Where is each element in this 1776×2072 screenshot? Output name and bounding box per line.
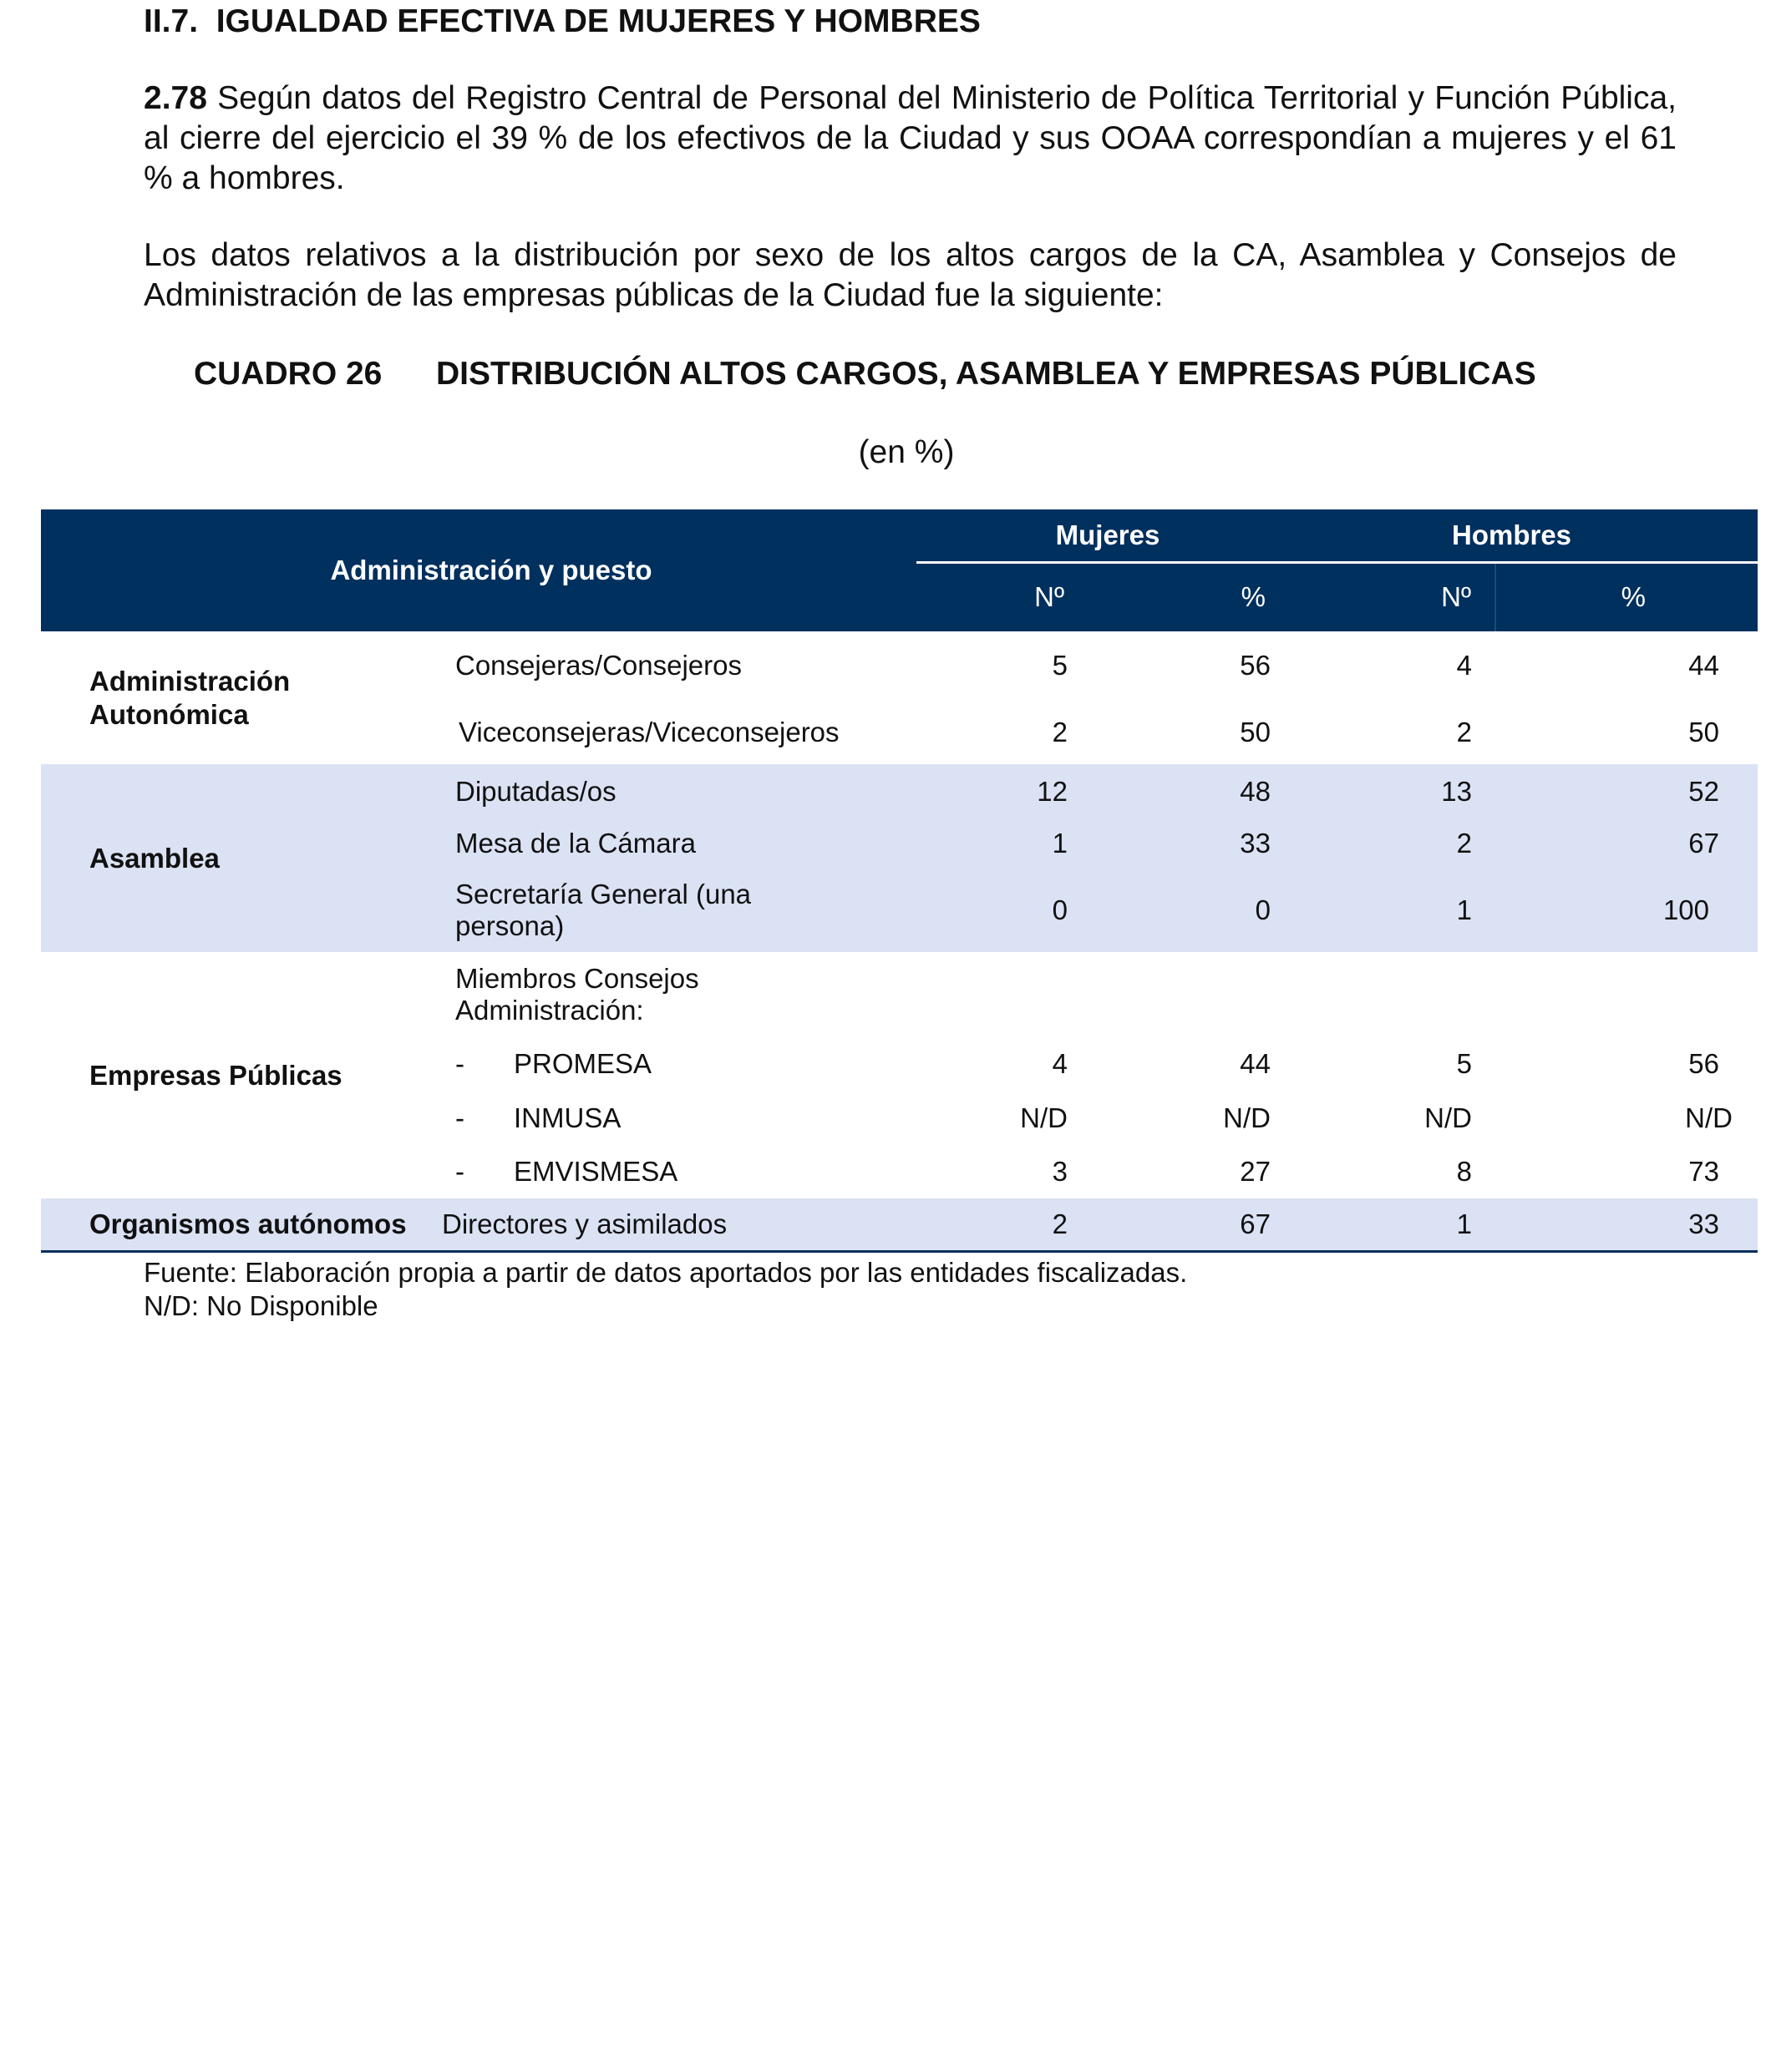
header-mujeres: Mujeres <box>916 509 1282 562</box>
cell-mujeres-num: 4 <box>1052 1048 1068 1079</box>
table-row <box>41 764 1758 818</box>
list-dash: - <box>455 1156 464 1187</box>
cell-hombres-num: 1 <box>1282 1198 1495 1251</box>
table-unit: (en %) <box>858 434 955 470</box>
cell-hombres-pct: 52 <box>1688 775 1720 807</box>
table-caption-title: DISTRIBUCIÓN ALTOS CARGOS, ASAMBLEA Y EMPRESAS PÚBLICAS <box>436 356 1536 392</box>
nd-note: N/D: No Disponible <box>144 1290 378 1321</box>
row-puesto: Consejeras/Consejeros <box>455 650 743 681</box>
header-hombres: Hombres <box>1282 509 1758 562</box>
header-hombres-num: Nº <box>1441 581 1471 613</box>
cell-mujeres-num: 2 <box>916 1198 1079 1251</box>
cell-mujeres-num: 1 <box>1052 827 1068 859</box>
cell-mujeres-pct: 27 <box>1240 1156 1271 1187</box>
category-admin: Administración Autonómica <box>89 665 291 730</box>
header-hombres-pct: % <box>1495 562 1758 631</box>
cell-mujeres-pct: 33 <box>1240 827 1271 859</box>
table-row <box>41 1198 1758 1251</box>
row-puesto <box>442 1091 916 1145</box>
list-dash: - <box>455 1102 464 1133</box>
row-puesto: Directores y asimilados <box>442 1198 916 1251</box>
paragraph-2: Los datos relativos a la distribución por sexo de los altos cargos de la CA, Asamblea y Consejos de Administración de las empresas públicas de la Ciudad fue la siguiente: <box>144 237 1677 313</box>
cell-mujeres-num: 2 <box>1052 716 1068 747</box>
paragraph-2-78 <box>144 79 1677 199</box>
header-admin-puesto: Administración y puesto <box>330 555 652 585</box>
row-puesto: Mesa de la Cámara <box>455 827 696 859</box>
category-asamblea: Asamblea <box>89 842 220 874</box>
row-puesto <box>442 1037 916 1091</box>
row-puesto: Miembros Consejos Administración: <box>455 963 699 1026</box>
cell-hombres-num: 5 <box>1456 1048 1472 1079</box>
cell-mujeres-pct: 48 <box>1240 775 1271 807</box>
cell-mujeres-num: N/D <box>1020 1102 1068 1133</box>
section-heading <box>144 2 981 42</box>
cell-hombres-pct: N/D <box>1685 1102 1733 1133</box>
row-puesto <box>442 1145 916 1198</box>
row-puesto: Secretaría General (una persona) <box>455 878 752 941</box>
cell-mujeres-pct: 44 <box>1240 1048 1271 1079</box>
list-dash: - <box>455 1048 464 1079</box>
cell-hombres-num: 2 <box>1456 827 1472 859</box>
section-number: II.7. <box>144 3 199 39</box>
cell-hombres-num: 13 <box>1441 775 1472 807</box>
cell-hombres-pct: 50 <box>1688 716 1720 747</box>
cell-mujeres-pct: 67 <box>1079 1198 1282 1251</box>
cell-mujeres-pct: 50 <box>1240 716 1271 747</box>
cell-mujeres-num: 3 <box>1052 1156 1068 1187</box>
cell-mujeres-pct: N/D <box>1223 1102 1271 1133</box>
paragraph-number: 2.78 <box>144 80 207 116</box>
table-caption <box>194 354 1536 394</box>
table-caption-number: CUADRO 26 <box>194 356 383 392</box>
table-row <box>41 631 1758 700</box>
category-empresas: Empresas Públicas <box>89 1059 343 1091</box>
row-puesto: Viceconsejeras/Viceconsejeros <box>459 716 840 747</box>
category-organismos: Organismos autónomos <box>41 1198 442 1251</box>
cell-mujeres-num: 12 <box>1037 775 1068 807</box>
section-title: IGUALDAD EFECTIVA DE MUJERES Y HOMBRES <box>216 3 981 39</box>
cell-hombres-pct: 73 <box>1688 1156 1720 1187</box>
cell-mujeres-pct: 56 <box>1240 650 1271 681</box>
cell-hombres-num: 1 <box>1456 894 1472 925</box>
cell-mujeres-num: 5 <box>1052 650 1068 681</box>
paragraph-1-text: Según datos del Registro Central de Personal del Ministerio de Política Territorial y Función Pública, al cierre del ejercicio el 39 % de los efectivos de la Ciudad y sus OOAA correspondían a mujeres y el 61 % a hombres. <box>144 80 1677 196</box>
cell-hombres-num: N/D <box>1424 1102 1472 1133</box>
cell-hombres-pct: 44 <box>1688 650 1720 681</box>
row-puesto-label: INMUSA <box>514 1102 622 1133</box>
distribution-table <box>41 509 1758 1253</box>
table-row <box>41 952 1758 1037</box>
header-mujeres-num: Nº <box>1034 581 1064 613</box>
cell-mujeres-pct: 0 <box>1255 894 1271 925</box>
row-puesto: Diputadas/os <box>455 775 617 807</box>
header-mujeres-pct: % <box>1241 581 1266 613</box>
cell-hombres-pct: 100 <box>1662 894 1710 925</box>
cell-hombres-num: 4 <box>1456 650 1472 681</box>
cell-mujeres-num: 0 <box>1052 894 1068 925</box>
row-puesto-label: PROMESA <box>514 1048 652 1079</box>
row-puesto-label: EMVISMESA <box>514 1156 678 1187</box>
source-note: Fuente: Elaboración propia a partir de datos aportados por las entidades fiscalizadas. <box>144 1257 1188 1288</box>
cell-hombres-pct: 33 <box>1495 1198 1758 1251</box>
cell-hombres-num: 8 <box>1456 1156 1472 1187</box>
cell-hombres-pct: 67 <box>1688 827 1720 859</box>
cell-hombres-pct: 56 <box>1688 1048 1720 1079</box>
cell-hombres-num: 2 <box>1456 716 1472 747</box>
